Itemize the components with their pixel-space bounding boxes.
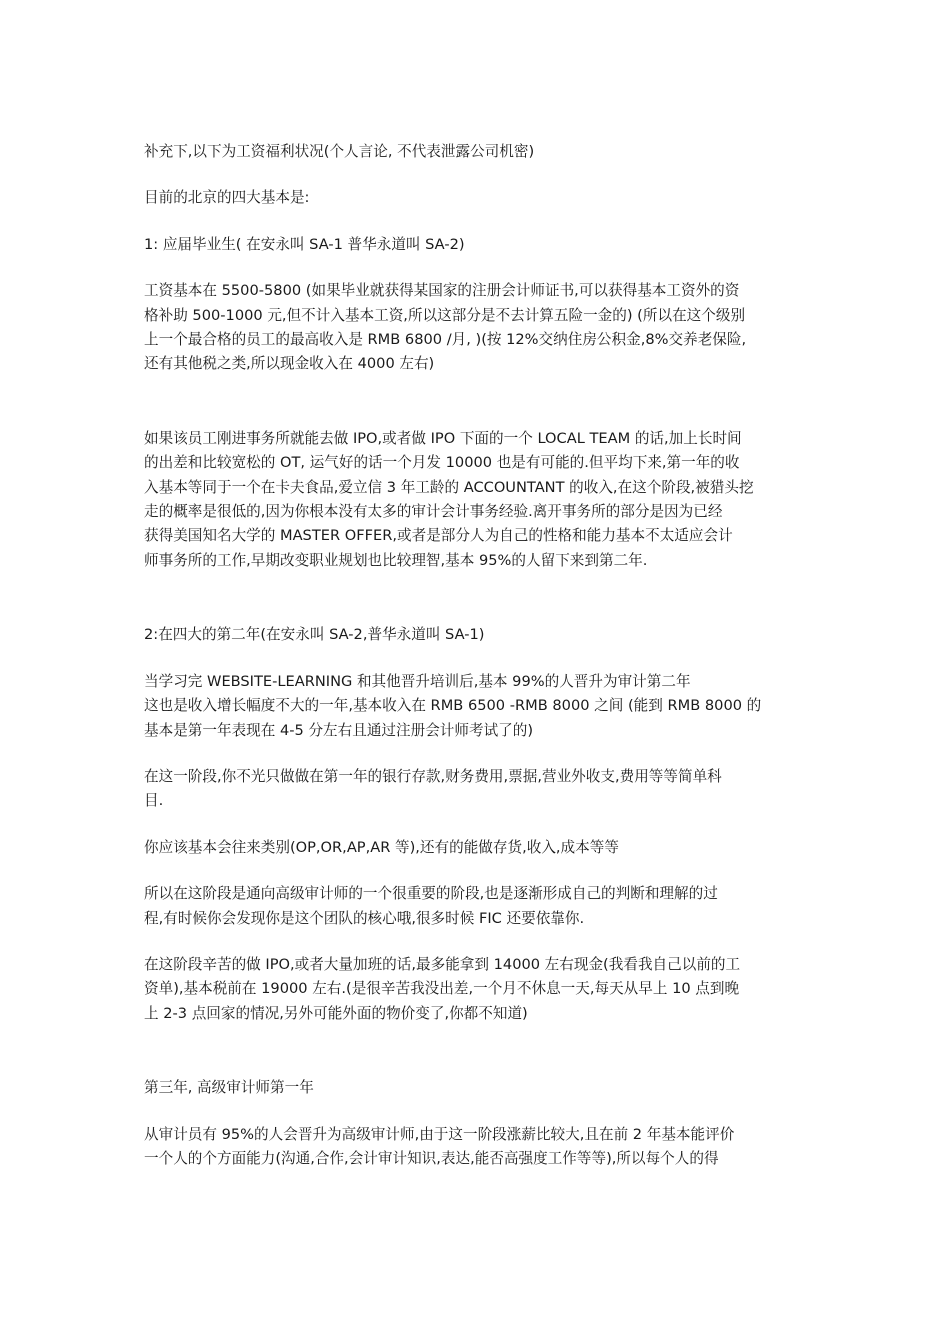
text-line: 还有其他税之类,所以现金收入在 4000 左右) bbox=[144, 355, 435, 373]
text-line: 这也是收入增长幅度不大的一年,基本收入在 RMB 6500 -RMB 8000 之间 (能到 RMB 8000 的 bbox=[144, 697, 762, 715]
section-heading-1 bbox=[144, 233, 812, 257]
accounts-paragraph bbox=[144, 836, 812, 860]
text-line: 基本是第一年表现在 4-5 分左右且通过注册会计师考试了的) bbox=[144, 721, 534, 739]
text-line: 目前的北京的四大基本是: bbox=[144, 189, 310, 207]
text-line: 格补助 500-1000 元,但不计入基本工资,所以这部分是不去计算五险一金的) (所以在这个级别 bbox=[144, 306, 746, 324]
important-stage-paragraph bbox=[144, 882, 812, 931]
document-body bbox=[144, 140, 812, 1171]
ipo-paragraph bbox=[144, 427, 812, 573]
text-line: 获得美国知名大学的 MASTER OFFER,或者是部分人为自己的性格和能力基本不太适应会计 bbox=[144, 527, 733, 545]
text-line: 上一个最合格的员工的最高收入是 RMB 6800 /月, )(按 12%交纳住房公积金,8%交养老保险, bbox=[144, 331, 747, 349]
text-line: 2:在四大的第二年(在安永叫 SA-2,普华永道叫 SA-1) bbox=[144, 626, 485, 644]
text-line: 在这阶段辛苦的做 IPO,或者大量加班的话,最多能拿到 14000 左右现金(我看我自己以前的工 bbox=[144, 955, 741, 973]
hard-work-paragraph bbox=[144, 953, 812, 1026]
text-line: 如果该员工刚进事务所就能去做 IPO,或者做 IPO 下面的一个 LOCAL TEAM 的话,加上长时间 bbox=[144, 429, 742, 447]
section-heading-2 bbox=[144, 623, 812, 647]
text-line: 师事务所的工作,早期改变职业规划也比较理智,基本 95%的人留下来到第二年. bbox=[144, 551, 648, 569]
beijing-paragraph bbox=[144, 186, 812, 210]
text-line: 从审计员有 95%的人会晋升为高级审计师,由于这一阶段涨薪比较大,且在前 2 年基本能评价 bbox=[144, 1125, 735, 1143]
intro-paragraph bbox=[144, 140, 812, 164]
text-line: 走的概率是很低的,因为你根本没有太多的审计会计事务经验.离开事务所的部分是因为已经 bbox=[144, 503, 723, 521]
text-line: 补充下,以下为工资福利状况(个人言论, 不代表泄露公司机密) bbox=[144, 143, 535, 160]
text-line: 程,有时候你会发现你是这个团队的核心哦,很多时候 FIC 还要依靠你. bbox=[144, 909, 585, 927]
text-line: 所以在这阶段是通向高级审计师的一个很重要的阶段,也是逐渐形成自己的判断和理解的过 bbox=[144, 885, 718, 903]
senior-auditor-paragraph bbox=[144, 1123, 812, 1172]
text-line: 1: 应届毕业生( 在安永叫 SA-1 普华永道叫 SA-2) bbox=[144, 235, 465, 253]
text-line: 一个人的个方面能力(沟通,合作,会计审计知识,表达,能否高强度工作等等),所以每个人的得 bbox=[144, 1149, 719, 1167]
text-line: 资单),基本税前在 19000 左右.(是很辛苦我没出差,一个月不休息一天,每天从早上 10 点到晚 bbox=[144, 980, 740, 998]
salary-paragraph bbox=[144, 279, 812, 377]
text-line: 目. bbox=[144, 792, 164, 810]
text-line: 在这一阶段,你不光只做做在第一年的银行存款,财务费用,票据,营业外收支,费用等等简单科 bbox=[144, 767, 722, 785]
stage-paragraph bbox=[144, 765, 812, 814]
text-line: 当学习完 WEBSITE-LEARNING 和其他晋升培训后,基本 99%的人晋升为审计第二年 bbox=[144, 672, 691, 690]
text-line: 你应该基本会往来类别(OP,OR,AP,AR 等),还有的能做存货,收入,成本等等 bbox=[144, 838, 619, 856]
text-line: 工资基本在 5500-5800 (如果毕业就获得某国家的注册会计师证书,可以获得基本工资外的资 bbox=[144, 282, 740, 300]
promotion-paragraph bbox=[144, 670, 812, 743]
text-line: 入基本等同于一个在卡夫食品,爱立信 3 年工龄的 ACCOUNTANT 的收入,在这个阶段,被猎头挖 bbox=[144, 478, 754, 496]
section-heading-3 bbox=[144, 1076, 812, 1100]
text-line: 的出差和比较宽松的 OT, 运气好的话一个月发 10000 也是有可能的.但平均下来,第一年的收 bbox=[144, 454, 740, 472]
text-line: 上 2-3 点回家的情况,另外可能外面的物价变了,你都不知道) bbox=[144, 1004, 528, 1022]
text-line: 第三年, 高级审计师第一年 bbox=[144, 1079, 314, 1097]
